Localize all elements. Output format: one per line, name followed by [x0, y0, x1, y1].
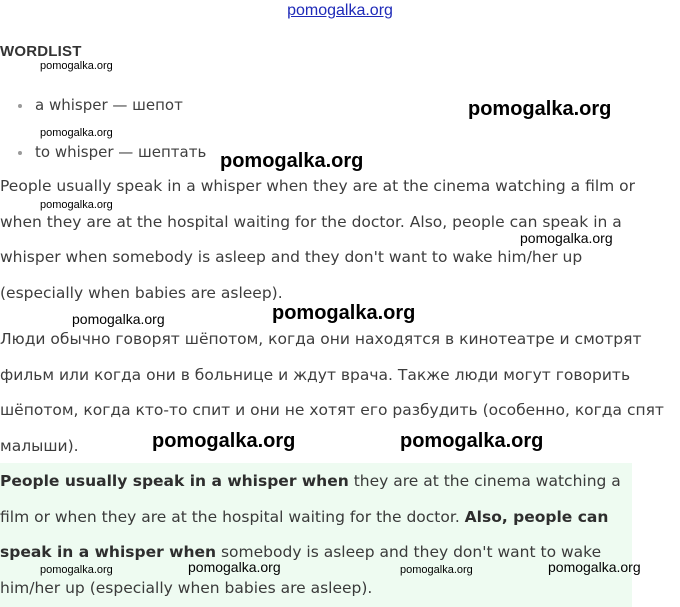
- watermark: pomogalka.org: [468, 98, 612, 120]
- highlight-line: [0, 543, 601, 561]
- watermark: pomogalka.org: [72, 311, 165, 327]
- wordlist-item: to whisper — шептать: [35, 143, 207, 161]
- watermark: pomogalka.org: [40, 199, 113, 211]
- highlight-bold: speak in a whisper when: [0, 543, 217, 561]
- english-line: whisper when somebody is asleep and they don't want to wake him/her up: [0, 248, 583, 266]
- wordlist-heading: WORDLIST: [0, 43, 82, 60]
- english-line: when they are at the hospital waiting for the doctor. Also, people can speak in a: [0, 213, 622, 231]
- english-line: (especially when babies are asleep).: [0, 284, 283, 302]
- bullet-icon: [18, 151, 22, 155]
- watermark: pomogalka.org: [188, 559, 281, 575]
- russian-line: Люди обычно говорят шёпотом, когда они находятся в кинотеатре и смотрят: [0, 330, 642, 348]
- english-line: People usually speak in a whisper when they are at the cinema watching a film or: [0, 177, 636, 195]
- watermark: pomogalka.org: [220, 150, 364, 172]
- site-link[interactable]: pomogalka.org: [287, 2, 393, 19]
- watermark: pomogalka.org: [272, 302, 416, 324]
- russian-line: шёпотом, когда кто-то спит и они не хотят его разбудить (особенно, когда спят: [0, 401, 664, 419]
- highlight-line: him/her up (especially when babies are asleep).: [0, 579, 373, 597]
- watermark: pomogalka.org: [548, 559, 641, 575]
- watermark: pomogalka.org: [400, 430, 544, 452]
- highlight-text: film or when they are at the hospital waiting for the doctor.: [0, 508, 465, 526]
- highlight-text: they are at the cinema watching a: [348, 472, 621, 490]
- watermark: pomogalka.org: [40, 564, 113, 576]
- watermark: pomogalka.org: [520, 230, 613, 246]
- watermark: pomogalka.org: [40, 127, 113, 139]
- watermark: pomogalka.org: [152, 430, 296, 452]
- highlight-line: [0, 472, 621, 490]
- watermark: pomogalka.org: [400, 564, 473, 576]
- russian-line: малыши).: [0, 437, 79, 455]
- highlight-bold: Also, people can: [464, 508, 609, 526]
- highlight-bold: People usually speak in a whisper when: [0, 472, 349, 490]
- russian-line: фильм или когда они в больнице и ждут врача. Также люди могут говорить: [0, 366, 631, 384]
- bullet-icon: [18, 104, 22, 108]
- watermark: pomogalka.org: [40, 60, 113, 72]
- wordlist-item: a whisper — шепот: [35, 96, 183, 114]
- highlight-line: [0, 508, 608, 526]
- highlight-text: somebody is asleep and they don't want to wake: [216, 543, 602, 561]
